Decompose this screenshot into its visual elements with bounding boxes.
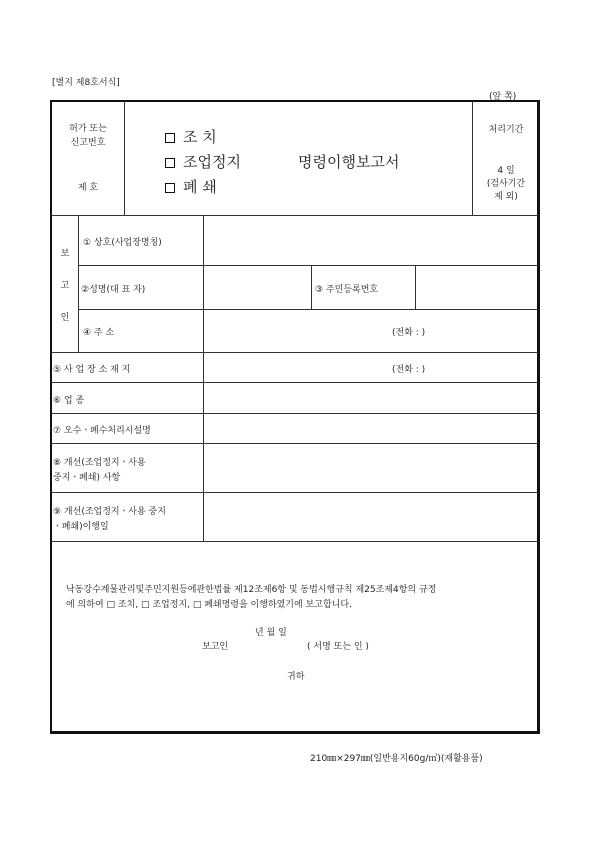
reporter-side-label-1: 보 <box>60 249 70 259</box>
permit-number-label: 허가 또는 신고번호 <box>69 124 107 148</box>
site-location-label: ⑤ 사 업 장 소 재 지 <box>53 365 131 375</box>
paper-spec-footer: 210㎜×297㎜(일반용지60g/㎡)(재활용품) <box>310 754 483 764</box>
business-name-field[interactable] <box>205 217 537 264</box>
reporter-label: 보고인 <box>202 642 229 652</box>
divider <box>51 541 538 542</box>
signature-field[interactable]: ( 서명 또는 인 ) <box>307 642 369 652</box>
option-measure[interactable]: 조 치 <box>165 126 217 147</box>
representative-name-field[interactable] <box>205 267 310 308</box>
divider <box>51 492 538 493</box>
completion-date-label: ⑨ 개선(조업정지ㆍ사용 중지 ㆍ폐쇄)이행일 <box>53 507 166 532</box>
statement-line-1: 낙동강수계물관리및주민지원등에관한법률 제12조제6항 및 동법시행규칙 제25조제4항의 규정 <box>66 585 437 595</box>
addressee-label: 귀하 <box>287 672 305 682</box>
site-phone-field[interactable]: (전화 : ) <box>392 365 426 375</box>
divider <box>51 382 538 383</box>
resident-number-field[interactable] <box>417 267 537 308</box>
divider <box>51 443 538 444</box>
processing-note: (검사기간 제 외) <box>486 179 526 202</box>
divider <box>415 265 416 309</box>
processing-period-label: 처리기간 <box>488 125 524 135</box>
address-phone-field[interactable]: (전화 : ) <box>392 328 426 338</box>
form-title: 명령이행보고서 <box>298 153 400 171</box>
divider <box>78 265 538 266</box>
facility-name-field[interactable] <box>205 415 537 442</box>
page-side-label: (앞 쪽) <box>489 92 517 102</box>
representative-name-label: ②성명(대 표 자) <box>81 285 146 295</box>
business-type-field[interactable] <box>205 384 537 412</box>
processing-days: 4 일 <box>497 166 515 176</box>
facility-name-label: ⑦ 오수ㆍ폐수처리시설명 <box>53 426 151 436</box>
divider <box>311 265 312 309</box>
permit-number-field: 제 호 <box>77 183 99 193</box>
reporter-side-label-2: 고 <box>60 281 70 291</box>
option-suspension[interactable]: 조업정지 <box>165 151 241 172</box>
business-type-label: ⑥ 업 종 <box>53 396 85 406</box>
divider <box>203 215 204 541</box>
divider <box>78 215 79 352</box>
option-closure[interactable]: 폐 쇄 <box>165 176 217 197</box>
report-date[interactable]: 년 월 일 <box>255 628 287 638</box>
address-label: ④ 주 소 <box>83 328 115 338</box>
divider <box>51 413 538 414</box>
checkbox-icon[interactable] <box>165 158 175 168</box>
improvement-field[interactable] <box>205 445 537 491</box>
reporter-side-label-3: 인 <box>60 313 70 323</box>
checkbox-icon[interactable] <box>165 183 175 193</box>
divider <box>78 309 538 310</box>
resident-number-label: ③ 주민등록번호 <box>315 285 379 295</box>
divider <box>51 215 538 216</box>
form-code: [별지 제8호서식] <box>52 78 120 88</box>
completion-date-field[interactable] <box>205 494 537 540</box>
improvement-label: ⑧ 개선(조업정지ㆍ사용 중지ㆍ폐쇄) 사항 <box>53 458 146 483</box>
statement-line-2: 에 의하여 □ 조치, □ 조업정지, □ 폐쇄명령을 이행하였기에 보고합니다. <box>66 600 352 610</box>
checkbox-icon[interactable] <box>165 133 175 143</box>
divider <box>124 101 125 215</box>
business-name-label: ① 상호(사업장명칭) <box>83 238 162 248</box>
divider <box>51 352 538 353</box>
